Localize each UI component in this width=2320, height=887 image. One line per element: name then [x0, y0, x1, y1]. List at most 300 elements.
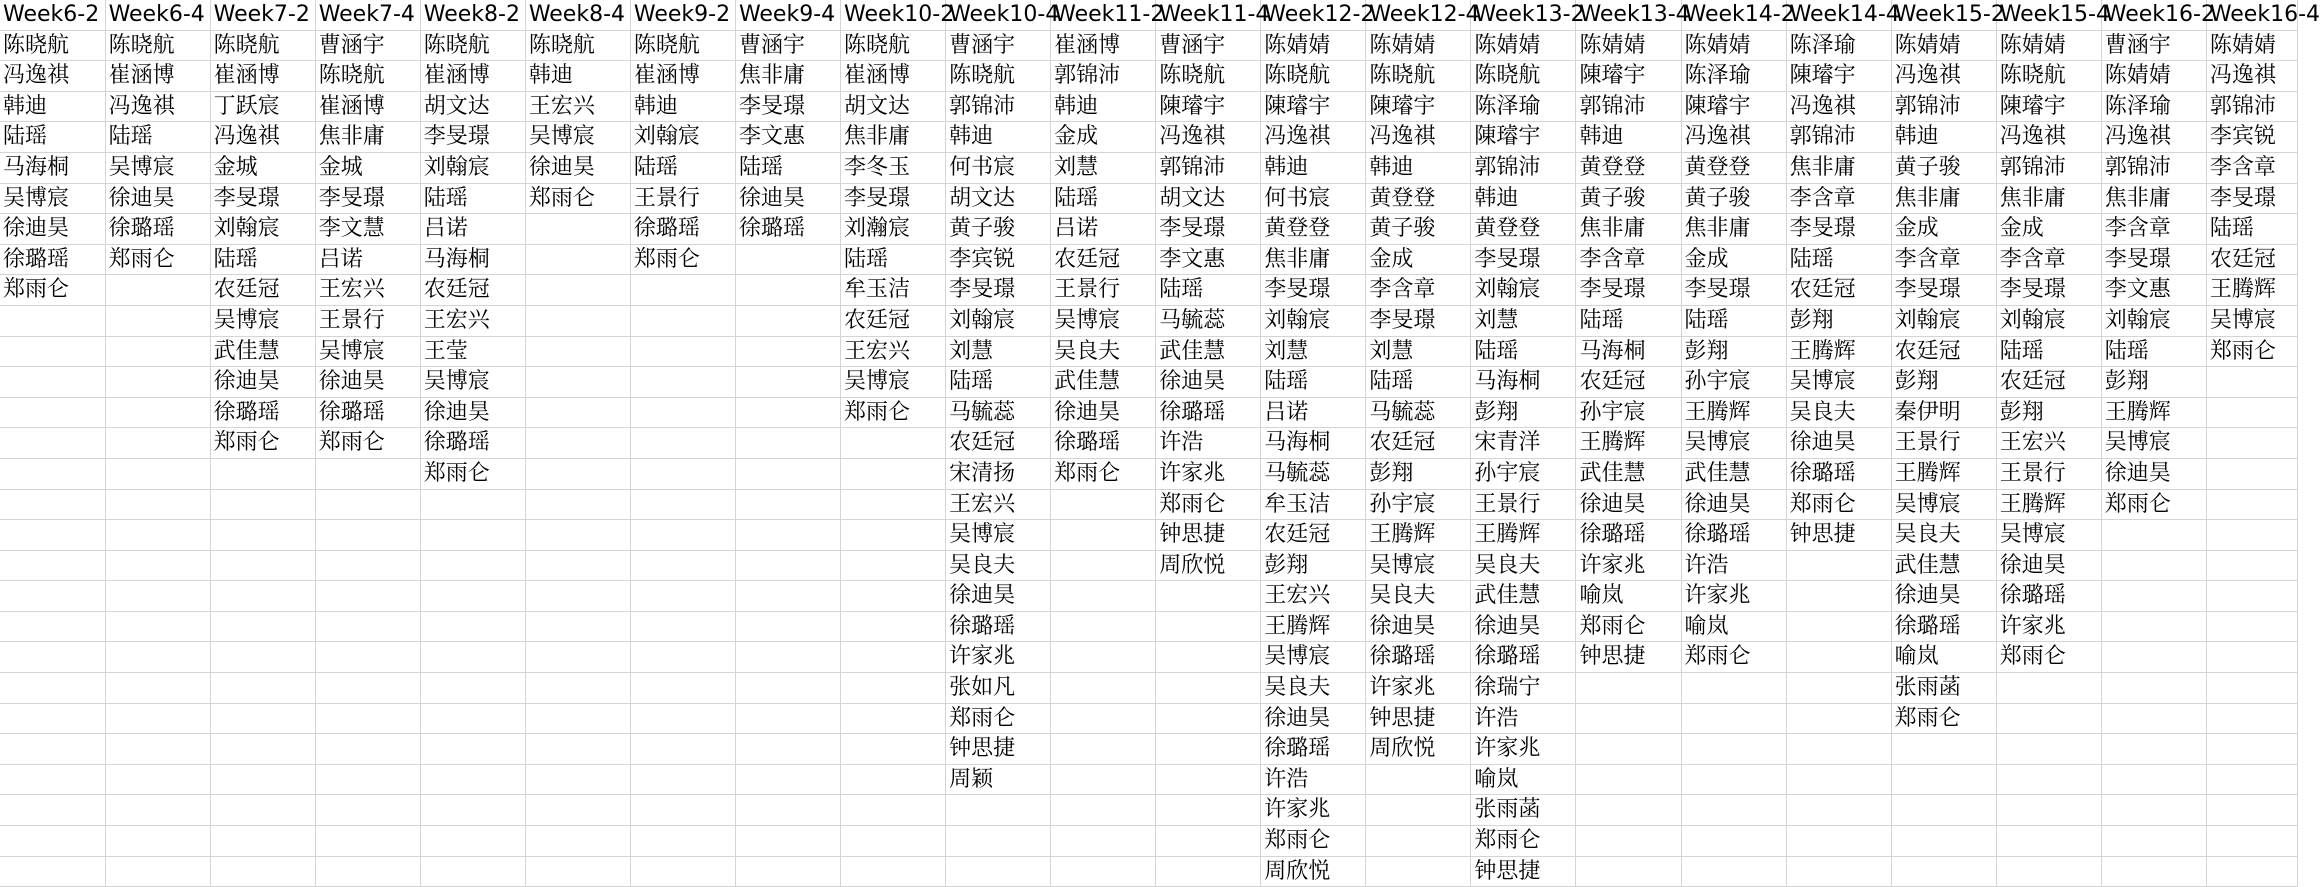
name-cell[interactable]: 彭翔	[1786, 305, 1891, 336]
name-cell[interactable]	[315, 703, 420, 734]
name-cell[interactable]: 吴良夫	[1366, 581, 1471, 612]
name-cell[interactable]: 陈婧婧	[1891, 30, 1996, 61]
name-cell[interactable]	[630, 458, 735, 489]
name-cell[interactable]: 曹涵宇	[315, 30, 420, 61]
name-cell[interactable]	[1891, 764, 1996, 795]
name-cell[interactable]: 孙宇宸	[1681, 367, 1786, 398]
name-cell[interactable]	[420, 703, 525, 734]
name-cell[interactable]: 王宏兴	[841, 336, 946, 367]
name-cell[interactable]: 刘翰宸	[2101, 305, 2206, 336]
name-cell[interactable]	[315, 611, 420, 642]
name-cell[interactable]	[1786, 795, 1891, 826]
name-cell[interactable]: 徐璐瑶	[315, 397, 420, 428]
name-cell[interactable]	[2206, 795, 2297, 826]
name-cell[interactable]: 曹涵宇	[2101, 30, 2206, 61]
name-cell[interactable]: 郭锦沛	[1996, 152, 2101, 183]
name-cell[interactable]: 吴博宸	[1366, 550, 1471, 581]
name-cell[interactable]	[1786, 703, 1891, 734]
name-cell[interactable]: 徐迪昊	[946, 581, 1051, 612]
name-cell[interactable]	[1156, 826, 1261, 857]
name-cell[interactable]: 刘翰宸	[946, 305, 1051, 336]
name-cell[interactable]: 牟玉洁	[841, 275, 946, 306]
name-cell[interactable]: 徐璐瑶	[946, 611, 1051, 642]
name-cell[interactable]	[735, 703, 840, 734]
name-cell[interactable]: 郑雨仑	[315, 428, 420, 459]
name-cell[interactable]: 刘翰宸	[210, 214, 315, 245]
name-cell[interactable]	[735, 795, 840, 826]
name-cell[interactable]	[420, 581, 525, 612]
column-header-cell[interactable]: Week16-4	[2206, 0, 2297, 30]
name-cell[interactable]	[946, 795, 1051, 826]
name-cell[interactable]	[1051, 856, 1156, 887]
name-cell[interactable]: 胡文达	[946, 183, 1051, 214]
name-cell[interactable]	[2206, 764, 2297, 795]
name-cell[interactable]: 李含章	[1891, 244, 1996, 275]
name-cell[interactable]: 徐璐瑶	[1156, 397, 1261, 428]
name-cell[interactable]: 王腾辉	[1891, 458, 1996, 489]
name-cell[interactable]	[735, 397, 840, 428]
name-cell[interactable]	[735, 550, 840, 581]
name-cell[interactable]	[1786, 611, 1891, 642]
name-cell[interactable]	[0, 520, 105, 551]
name-cell[interactable]: 刘瀚宸	[841, 214, 946, 245]
name-cell[interactable]	[315, 673, 420, 704]
name-cell[interactable]	[525, 703, 630, 734]
name-cell[interactable]: 李旻璟	[2101, 244, 2206, 275]
name-cell[interactable]: 喻岚	[1681, 611, 1786, 642]
name-cell[interactable]: 农廷冠	[1786, 275, 1891, 306]
name-cell[interactable]: 彭翔	[1471, 397, 1576, 428]
name-cell[interactable]	[105, 856, 210, 887]
name-cell[interactable]: 王宏兴	[315, 275, 420, 306]
name-cell[interactable]: 农廷冠	[210, 275, 315, 306]
name-cell[interactable]	[841, 856, 946, 887]
name-cell[interactable]: 陈晓航	[210, 30, 315, 61]
name-cell[interactable]	[105, 795, 210, 826]
name-cell[interactable]	[2101, 673, 2206, 704]
name-cell[interactable]	[210, 703, 315, 734]
name-cell[interactable]	[1051, 673, 1156, 704]
name-cell[interactable]	[630, 336, 735, 367]
name-cell[interactable]	[315, 795, 420, 826]
column-header-cell[interactable]: Week7-2	[210, 0, 315, 30]
name-cell[interactable]	[1786, 826, 1891, 857]
name-cell[interactable]: 徐迪昊	[1891, 581, 1996, 612]
name-cell[interactable]: 陳璿宇	[1681, 91, 1786, 122]
name-cell[interactable]: 徐璐瑶	[1891, 611, 1996, 642]
name-cell[interactable]: 吴博宸	[105, 152, 210, 183]
name-cell[interactable]	[1156, 611, 1261, 642]
name-cell[interactable]	[841, 673, 946, 704]
name-cell[interactable]	[2206, 826, 2297, 857]
name-cell[interactable]	[841, 611, 946, 642]
name-cell[interactable]	[1366, 856, 1471, 887]
column-header-cell[interactable]: Week15-4	[1996, 0, 2101, 30]
column-header-cell[interactable]: Week13-4	[1576, 0, 1681, 30]
name-cell[interactable]: 黄子骏	[1576, 183, 1681, 214]
name-cell[interactable]: 冯逸祺	[210, 122, 315, 153]
name-cell[interactable]: 黄登登	[1576, 152, 1681, 183]
name-cell[interactable]: 冯逸祺	[1366, 122, 1471, 153]
name-cell[interactable]: 冯逸祺	[1996, 122, 2101, 153]
name-cell[interactable]: 王景行	[1051, 275, 1156, 306]
name-cell[interactable]	[210, 764, 315, 795]
name-cell[interactable]	[210, 458, 315, 489]
name-cell[interactable]: 农廷冠	[1996, 367, 2101, 398]
name-cell[interactable]	[0, 734, 105, 765]
name-cell[interactable]: 吴良夫	[1261, 673, 1366, 704]
name-cell[interactable]: 焦非庸	[1681, 214, 1786, 245]
name-cell[interactable]	[630, 795, 735, 826]
name-cell[interactable]: 武佳慧	[1156, 336, 1261, 367]
name-cell[interactable]	[735, 581, 840, 612]
name-cell[interactable]: 吕诺	[1051, 214, 1156, 245]
name-cell[interactable]	[525, 764, 630, 795]
name-cell[interactable]	[2206, 397, 2297, 428]
name-cell[interactable]: 陈泽瑜	[2101, 91, 2206, 122]
name-cell[interactable]: 韩迪	[946, 122, 1051, 153]
name-cell[interactable]	[2206, 703, 2297, 734]
name-cell[interactable]	[315, 489, 420, 520]
name-cell[interactable]	[630, 581, 735, 612]
name-cell[interactable]: 王景行	[630, 183, 735, 214]
name-cell[interactable]	[210, 795, 315, 826]
name-cell[interactable]: 何书宸	[1261, 183, 1366, 214]
name-cell[interactable]: 陆瑶	[1996, 336, 2101, 367]
name-cell[interactable]: 农廷冠	[1261, 520, 1366, 551]
name-cell[interactable]: 农廷冠	[420, 275, 525, 306]
name-cell[interactable]	[735, 611, 840, 642]
name-cell[interactable]	[735, 428, 840, 459]
name-cell[interactable]	[1156, 703, 1261, 734]
name-cell[interactable]: 徐迪昊	[1156, 367, 1261, 398]
name-cell[interactable]	[105, 458, 210, 489]
name-cell[interactable]: 吴博宸	[1051, 305, 1156, 336]
name-cell[interactable]: 李旻璟	[315, 183, 420, 214]
name-cell[interactable]: 韩迪	[0, 91, 105, 122]
name-cell[interactable]	[1576, 795, 1681, 826]
name-cell[interactable]: 钟思捷	[1576, 642, 1681, 673]
name-cell[interactable]	[735, 275, 840, 306]
column-header-cell[interactable]: Week8-4	[525, 0, 630, 30]
name-cell[interactable]	[210, 734, 315, 765]
name-cell[interactable]: 徐璐瑶	[630, 214, 735, 245]
name-cell[interactable]: 徐璐瑶	[0, 244, 105, 275]
name-cell[interactable]	[105, 550, 210, 581]
name-cell[interactable]: 陈晓航	[1366, 61, 1471, 92]
name-cell[interactable]: 徐璐瑶	[735, 214, 840, 245]
name-cell[interactable]	[1156, 795, 1261, 826]
name-cell[interactable]: 马海桐	[0, 152, 105, 183]
name-cell[interactable]: 王腾辉	[1576, 428, 1681, 459]
name-cell[interactable]: 丁跃宸	[210, 91, 315, 122]
column-header-cell[interactable]: Week11-4	[1156, 0, 1261, 30]
name-cell[interactable]: 陆瑶	[1366, 367, 1471, 398]
name-cell[interactable]: 陈晓航	[1156, 61, 1261, 92]
name-cell[interactable]: 陈婧婧	[2206, 30, 2297, 61]
name-cell[interactable]	[0, 428, 105, 459]
name-cell[interactable]: 吴博宸	[1261, 642, 1366, 673]
name-cell[interactable]: 许浩	[1471, 703, 1576, 734]
name-cell[interactable]: 李宾锐	[2206, 122, 2297, 153]
name-cell[interactable]: 郑雨仑	[210, 428, 315, 459]
name-cell[interactable]: 徐璐瑶	[1051, 428, 1156, 459]
name-cell[interactable]	[420, 611, 525, 642]
name-cell[interactable]	[2101, 764, 2206, 795]
name-cell[interactable]: 陆瑶	[0, 122, 105, 153]
name-cell[interactable]: 周颖	[946, 764, 1051, 795]
name-cell[interactable]	[2101, 581, 2206, 612]
name-cell[interactable]: 王景行	[1471, 489, 1576, 520]
name-cell[interactable]	[2101, 826, 2206, 857]
name-cell[interactable]	[2206, 367, 2297, 398]
name-cell[interactable]: 韩迪	[1051, 91, 1156, 122]
name-cell[interactable]: 郑雨仑	[1261, 826, 1366, 857]
name-cell[interactable]	[2206, 581, 2297, 612]
name-cell[interactable]	[105, 703, 210, 734]
name-cell[interactable]: 喻岚	[1891, 642, 1996, 673]
name-cell[interactable]	[420, 550, 525, 581]
name-cell[interactable]: 徐迪昊	[525, 152, 630, 183]
name-cell[interactable]	[525, 275, 630, 306]
name-cell[interactable]	[315, 581, 420, 612]
name-cell[interactable]	[1681, 673, 1786, 704]
name-cell[interactable]: 刘慧	[946, 336, 1051, 367]
name-cell[interactable]: 李旻璟	[1471, 244, 1576, 275]
name-cell[interactable]: 李含章	[1576, 244, 1681, 275]
name-cell[interactable]: 李旻璟	[1681, 275, 1786, 306]
name-cell[interactable]: 农廷冠	[1891, 336, 1996, 367]
name-cell[interactable]	[735, 734, 840, 765]
name-cell[interactable]: 陈晓航	[841, 30, 946, 61]
column-header-cell[interactable]: Week9-2	[630, 0, 735, 30]
name-cell[interactable]	[630, 734, 735, 765]
name-cell[interactable]: 郭锦沛	[1786, 122, 1891, 153]
column-header-cell[interactable]: Week14-4	[1786, 0, 1891, 30]
name-cell[interactable]: 吴良夫	[1471, 550, 1576, 581]
name-cell[interactable]: 崔涵博	[210, 61, 315, 92]
name-cell[interactable]	[630, 764, 735, 795]
name-cell[interactable]	[630, 397, 735, 428]
name-cell[interactable]: 韩迪	[1366, 152, 1471, 183]
name-cell[interactable]: 陈婧婧	[2101, 61, 2206, 92]
name-cell[interactable]: 郑雨仑	[420, 458, 525, 489]
name-cell[interactable]	[735, 520, 840, 551]
name-cell[interactable]: 金城	[315, 152, 420, 183]
name-cell[interactable]	[2206, 489, 2297, 520]
name-cell[interactable]: 王腾辉	[1471, 520, 1576, 551]
name-cell[interactable]: 陆瑶	[630, 152, 735, 183]
name-cell[interactable]	[1996, 795, 2101, 826]
name-cell[interactable]: 金成	[1681, 244, 1786, 275]
name-cell[interactable]	[0, 550, 105, 581]
name-cell[interactable]	[1051, 703, 1156, 734]
name-cell[interactable]	[2206, 673, 2297, 704]
name-cell[interactable]: 韩迪	[1576, 122, 1681, 153]
name-cell[interactable]	[2206, 734, 2297, 765]
name-cell[interactable]	[0, 305, 105, 336]
name-cell[interactable]	[1051, 734, 1156, 765]
name-cell[interactable]: 李宾锐	[946, 244, 1051, 275]
name-cell[interactable]: 徐迪昊	[2101, 458, 2206, 489]
name-cell[interactable]	[105, 611, 210, 642]
name-cell[interactable]: 徐璐瑶	[210, 397, 315, 428]
name-cell[interactable]: 孙宇宸	[1471, 458, 1576, 489]
name-cell[interactable]: 曹涵宇	[946, 30, 1051, 61]
name-cell[interactable]	[0, 397, 105, 428]
name-cell[interactable]: 陆瑶	[1681, 305, 1786, 336]
name-cell[interactable]	[1891, 826, 1996, 857]
name-cell[interactable]: 吴良夫	[1051, 336, 1156, 367]
name-cell[interactable]	[1891, 795, 1996, 826]
name-cell[interactable]: 刘翰宸	[1891, 305, 1996, 336]
name-cell[interactable]: 李冬玉	[841, 152, 946, 183]
name-cell[interactable]	[841, 703, 946, 734]
name-cell[interactable]	[1786, 764, 1891, 795]
name-cell[interactable]	[1366, 795, 1471, 826]
name-cell[interactable]: 黄子骏	[946, 214, 1051, 245]
name-cell[interactable]: 马毓蕊	[1156, 305, 1261, 336]
name-cell[interactable]: 徐璐瑶	[1576, 520, 1681, 551]
name-cell[interactable]: 刘慧	[1471, 305, 1576, 336]
name-cell[interactable]: 崔涵博	[630, 61, 735, 92]
name-cell[interactable]: 徐瑞宁	[1471, 673, 1576, 704]
name-cell[interactable]: 马海桐	[1261, 428, 1366, 459]
name-cell[interactable]: 农廷冠	[841, 305, 946, 336]
name-cell[interactable]: 金成	[1996, 214, 2101, 245]
name-cell[interactable]: 陳璿宇	[1156, 91, 1261, 122]
name-cell[interactable]	[525, 734, 630, 765]
name-cell[interactable]	[946, 856, 1051, 887]
name-cell[interactable]	[735, 367, 840, 398]
name-cell[interactable]	[1576, 673, 1681, 704]
name-cell[interactable]: 许家兆	[1261, 795, 1366, 826]
name-cell[interactable]: 焦非庸	[1891, 183, 1996, 214]
name-cell[interactable]	[105, 428, 210, 459]
name-cell[interactable]	[0, 581, 105, 612]
name-cell[interactable]: 曹涵宇	[1156, 30, 1261, 61]
name-cell[interactable]	[105, 826, 210, 857]
name-cell[interactable]: 陳璿宇	[1786, 61, 1891, 92]
name-cell[interactable]	[0, 458, 105, 489]
name-cell[interactable]	[1051, 826, 1156, 857]
name-cell[interactable]	[735, 826, 840, 857]
name-cell[interactable]: 徐迪昊	[1681, 489, 1786, 520]
name-cell[interactable]: 许家兆	[1996, 611, 2101, 642]
column-header-cell[interactable]: Week13-2	[1471, 0, 1576, 30]
name-cell[interactable]	[0, 856, 105, 887]
name-cell[interactable]: 宋青洋	[1471, 428, 1576, 459]
column-header-cell[interactable]: Week14-2	[1681, 0, 1786, 30]
name-cell[interactable]: 刘翰宸	[1996, 305, 2101, 336]
name-cell[interactable]	[210, 520, 315, 551]
name-cell[interactable]	[0, 795, 105, 826]
name-cell[interactable]: 王腾辉	[1261, 611, 1366, 642]
name-cell[interactable]	[841, 642, 946, 673]
name-cell[interactable]: 陳璿宇	[1261, 91, 1366, 122]
name-cell[interactable]: 王宏兴	[420, 305, 525, 336]
name-cell[interactable]: 吴博宸	[2206, 305, 2297, 336]
name-cell[interactable]: 李文慧	[315, 214, 420, 245]
name-cell[interactable]: 周欣悦	[1261, 856, 1366, 887]
name-cell[interactable]: 钟思捷	[1786, 520, 1891, 551]
name-cell[interactable]: 焦非庸	[1996, 183, 2101, 214]
name-cell[interactable]: 郑雨仑	[630, 244, 735, 275]
name-cell[interactable]: 彭翔	[1681, 336, 1786, 367]
name-cell[interactable]	[1576, 734, 1681, 765]
name-cell[interactable]: 王景行	[1996, 458, 2101, 489]
name-cell[interactable]	[1576, 703, 1681, 734]
name-cell[interactable]	[1051, 764, 1156, 795]
name-cell[interactable]: 郭锦沛	[1471, 152, 1576, 183]
name-cell[interactable]: 吴博宸	[525, 122, 630, 153]
name-cell[interactable]: 陈泽瑜	[1786, 30, 1891, 61]
name-cell[interactable]	[1681, 795, 1786, 826]
name-cell[interactable]	[525, 673, 630, 704]
name-cell[interactable]: 陆瑶	[841, 244, 946, 275]
name-cell[interactable]: 陈晓航	[0, 30, 105, 61]
name-cell[interactable]: 吴良夫	[1891, 520, 1996, 551]
name-cell[interactable]: 马毓蕊	[1261, 458, 1366, 489]
name-cell[interactable]: 徐璐瑶	[1471, 642, 1576, 673]
name-cell[interactable]	[735, 489, 840, 520]
name-cell[interactable]	[841, 795, 946, 826]
name-cell[interactable]	[2206, 520, 2297, 551]
name-cell[interactable]	[210, 673, 315, 704]
name-cell[interactable]: 黄子骏	[1366, 214, 1471, 245]
name-cell[interactable]	[2206, 428, 2297, 459]
name-cell[interactable]: 陳璿宇	[1576, 61, 1681, 92]
name-cell[interactable]: 李文惠	[735, 122, 840, 153]
name-cell[interactable]: 郑雨仑	[2206, 336, 2297, 367]
name-cell[interactable]	[525, 336, 630, 367]
name-cell[interactable]: 韩迪	[630, 91, 735, 122]
name-cell[interactable]	[420, 734, 525, 765]
name-cell[interactable]: 陆瑶	[1471, 336, 1576, 367]
name-cell[interactable]: 徐璐瑶	[1366, 642, 1471, 673]
name-cell[interactable]	[525, 520, 630, 551]
column-header-cell[interactable]: Week12-2	[1261, 0, 1366, 30]
name-cell[interactable]	[105, 673, 210, 704]
name-cell[interactable]: 彭翔	[1891, 367, 1996, 398]
name-cell[interactable]: 钟思捷	[946, 734, 1051, 765]
name-cell[interactable]: 焦非庸	[1576, 214, 1681, 245]
name-cell[interactable]: 陈晓航	[420, 30, 525, 61]
name-cell[interactable]	[105, 275, 210, 306]
name-cell[interactable]: 许浩	[1156, 428, 1261, 459]
name-cell[interactable]: 陈晓航	[525, 30, 630, 61]
name-cell[interactable]	[105, 520, 210, 551]
name-cell[interactable]: 武佳慧	[1891, 550, 1996, 581]
name-cell[interactable]: 何书宸	[946, 152, 1051, 183]
name-cell[interactable]	[1681, 826, 1786, 857]
name-cell[interactable]: 许浩	[1261, 764, 1366, 795]
name-cell[interactable]: 崔涵博	[105, 61, 210, 92]
name-cell[interactable]: 冯逸祺	[2101, 122, 2206, 153]
name-cell[interactable]: 陆瑶	[2101, 336, 2206, 367]
name-cell[interactable]	[0, 489, 105, 520]
name-cell[interactable]	[0, 642, 105, 673]
name-cell[interactable]	[1156, 673, 1261, 704]
column-header-cell[interactable]: Week6-4	[105, 0, 210, 30]
name-cell[interactable]: 徐迪昊	[1786, 428, 1891, 459]
name-cell[interactable]: 吴博宸	[1996, 520, 2101, 551]
name-cell[interactable]	[630, 856, 735, 887]
name-cell[interactable]: 吴博宸	[2101, 428, 2206, 459]
name-cell[interactable]: 农廷冠	[1051, 244, 1156, 275]
name-cell[interactable]: 刘慧	[1366, 336, 1471, 367]
name-cell[interactable]: 刘慧	[1261, 336, 1366, 367]
